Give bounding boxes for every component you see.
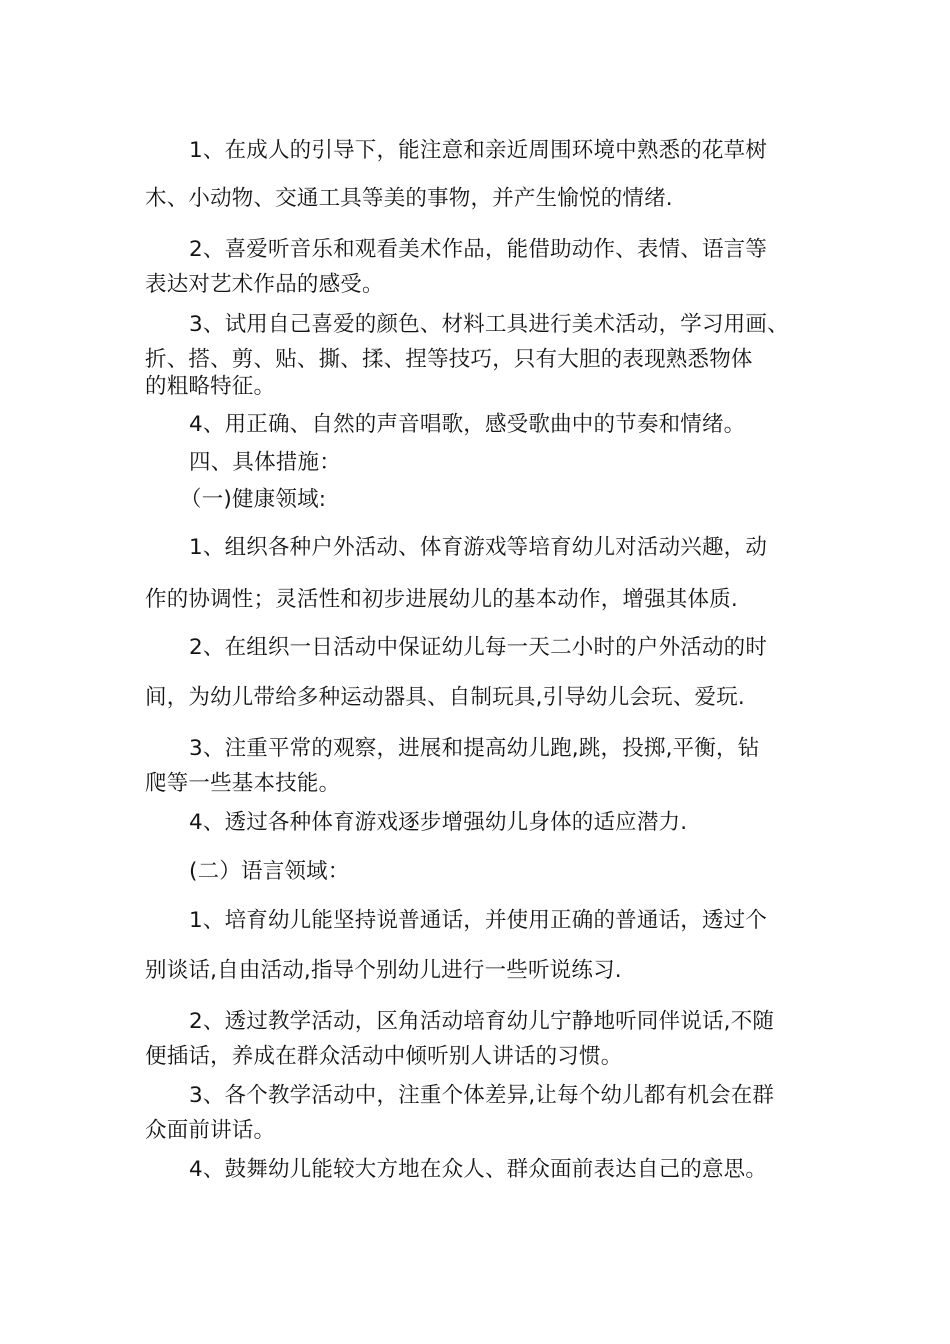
- text-line: 4、透过各种体育游戏逐步增强幼儿身体的适应潜力.: [189, 810, 688, 835]
- text-line: 的粗略特征。: [145, 374, 276, 399]
- text-line: 别谈话,自由活动,指导个别幼儿进行一些听说练习.: [145, 958, 622, 983]
- section-heading: 四、具体措施：: [189, 450, 341, 475]
- text-line: 爬等一些基本技能。: [145, 771, 341, 796]
- text-line: 众面前讲话。: [145, 1118, 276, 1143]
- text-line: 折、搭、剪、贴、撕、揉、捏等技巧，只有大胆的表现熟悉物体: [145, 347, 753, 372]
- text-line: 1、组织各种户外活动、体育游戏等培育幼儿对活动兴趣，动: [189, 535, 768, 560]
- text-line: 便插话，养成在群众活动中倾听别人讲话的习惯。: [145, 1044, 623, 1069]
- text-line: 2、喜爱听音乐和观看美术作品，能借助动作、表情、语言等: [189, 237, 768, 262]
- text-line: 3、试用自己喜爱的颜色、材料工具进行美术活动，学习用画、: [189, 312, 789, 337]
- text-line: 木、小动物、交通工具等美的事物，并产生愉悦的情绪.: [145, 186, 673, 211]
- subsection-heading: (二）语言领域：: [189, 859, 350, 884]
- text-line: 2、透过教学活动，区角活动培育幼儿宁静地听同伴说话,不随: [189, 1009, 775, 1034]
- text-line: 3、注重平常的观察，进展和提高幼儿跑,跳，投掷,平衡，钻: [189, 736, 760, 761]
- text-line: 4、鼓舞幼儿能较大方地在众人、群众面前表达自己的意思。: [189, 1157, 768, 1182]
- text-line: 4、用正确、自然的声音唱歌，感受歌曲中的节奏和情绪。: [189, 412, 746, 437]
- text-line: 作的协调性；灵活性和初步进展幼儿的基本动作，增强其体质.: [145, 587, 738, 612]
- text-line: 1、培育幼儿能坚持说普通话，并使用正确的普通话，透过个: [189, 908, 768, 933]
- text-line: 3、各个教学活动中，注重个体差异,让每个幼儿都有机会在群: [189, 1083, 775, 1108]
- text-line: 2、在组织一日活动中保证幼儿每一天二小时的户外活动的时: [189, 635, 768, 660]
- subsection-heading: （一)健康领域:: [180, 487, 327, 512]
- text-line: 表达对艺术作品的感受。: [145, 272, 384, 297]
- text-line: 1、在成人的引导下，能注意和亲近周围环境中熟悉的花草树: [189, 138, 768, 163]
- text-line: 间，为幼儿带给多种运动器具、自制玩具,引导幼儿会玩、爱玩.: [145, 685, 745, 710]
